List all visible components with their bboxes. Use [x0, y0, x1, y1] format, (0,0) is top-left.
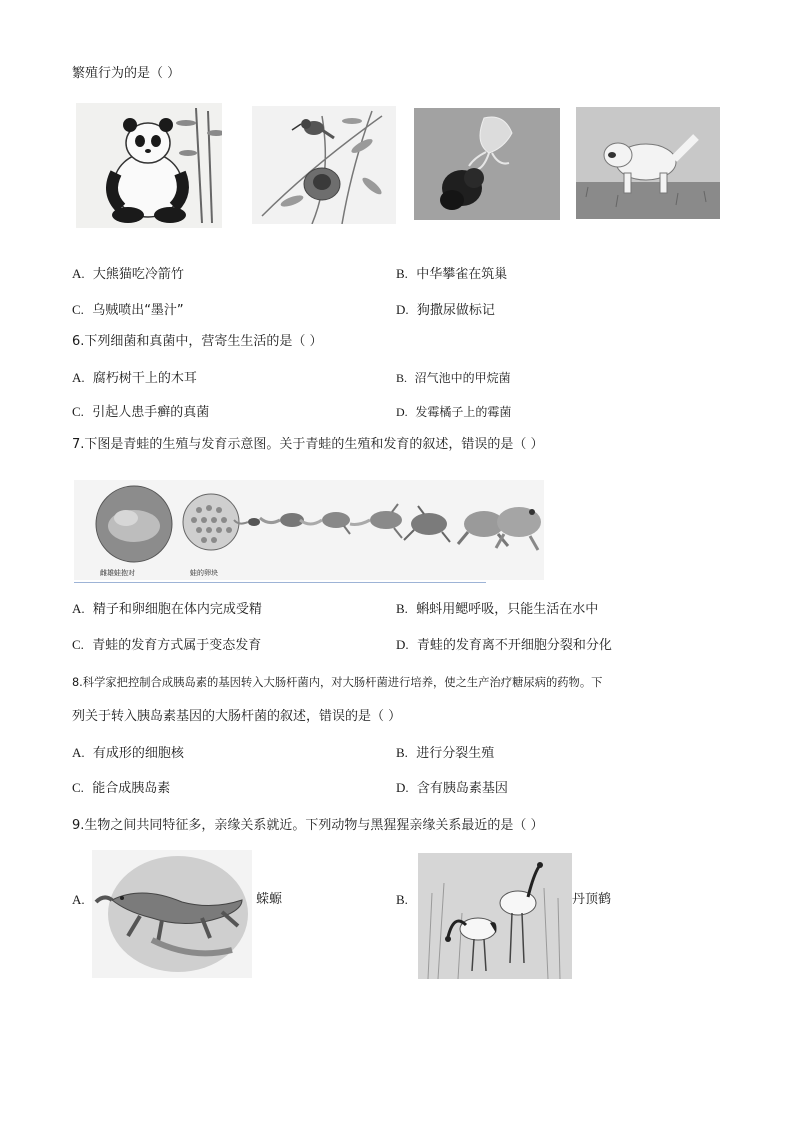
q8-option-d[interactable]	[396, 780, 508, 797]
q8-option-d-text: 含有胰岛素基因	[416, 781, 508, 796]
q7-option-c-text: 青蛙的发育方式属于变态发育	[92, 638, 262, 653]
q5-option-d-label: D.	[396, 302, 409, 317]
q6-option-b-text: 沼气池中的甲烷菌	[414, 371, 511, 385]
q8-stem-line2: 列关于转入胰岛素基因的大肠杆菌的叙述，错误的是（ ）	[72, 709, 402, 724]
q9-stem: 9.生物之间共同特征多，亲缘关系就近。下列动物与黑猩猩亲缘关系最近的是（ ）	[72, 818, 544, 833]
q7-option-b-text: 蝌蚪用鳃呼吸，只能生活在水中	[416, 602, 599, 617]
q8-option-a[interactable]	[72, 745, 184, 762]
q7-option-a-text: 精子和卵细胞在体内完成受精	[92, 602, 262, 617]
q6-option-c-text: 引起人患手癣的真菌	[92, 405, 210, 420]
q5-stem: 繁殖行为的是（ ）	[72, 66, 181, 81]
q6-option-c-label: C.	[72, 404, 84, 419]
q5-option-b[interactable]	[396, 266, 507, 283]
image-separator-line	[74, 582, 486, 583]
q7-option-c[interactable]	[72, 637, 261, 654]
q8-option-b-label: B.	[396, 745, 408, 760]
q8-option-a-label: A.	[72, 745, 85, 760]
q6-option-d-label: D.	[396, 405, 408, 419]
q9-option-b-label[interactable]: B.	[396, 892, 408, 907]
q9-option-b-text[interactable]: 丹顶鹤	[572, 892, 612, 907]
q5-option-b-text: 中华攀雀在筑巢	[416, 267, 508, 282]
q7-option-b-label: B.	[396, 601, 408, 616]
q8-option-c-text: 能合成胰岛素	[92, 781, 171, 796]
frog-caption-eggs: 蛙的卵块	[190, 569, 218, 577]
q7-option-c-label: C.	[72, 637, 84, 652]
q5-option-c-text: 乌贼喷出“墨汁”	[92, 303, 184, 318]
q5-option-a-label: A.	[72, 266, 85, 281]
q7-option-a-label: A.	[72, 601, 85, 616]
frog-caption-mating: 雌雄蛙抱对	[100, 569, 135, 577]
q9-option-a-text[interactable]: 蝾螈	[256, 892, 283, 907]
q5-option-d-text: 狗撒尿做标记	[416, 303, 495, 318]
q6-option-b-label: B.	[396, 371, 408, 385]
q5-option-d[interactable]	[396, 302, 495, 319]
q8-option-b[interactable]	[396, 745, 494, 762]
q7-option-d-text: 青蛙的发育离不开细胞分裂和分化	[416, 638, 612, 653]
q8-option-c-label: C.	[72, 780, 84, 795]
q5-option-a-text: 大熊猫吃冷箭竹	[92, 267, 184, 282]
dog-image	[576, 107, 720, 219]
q7-option-d[interactable]	[396, 637, 612, 654]
q8-option-b-text: 进行分裂生殖	[416, 746, 495, 761]
q8-option-a-text: 有成形的细胞核	[92, 746, 184, 761]
frog-lifecycle-image	[74, 480, 544, 580]
q6-option-a-text: 腐朽树干上的木耳	[92, 371, 197, 386]
q7-option-a[interactable]	[72, 601, 262, 618]
q5-option-b-label: B.	[396, 266, 408, 281]
q7-option-b[interactable]	[396, 601, 598, 618]
q6-option-b[interactable]	[396, 370, 511, 386]
q6-option-d[interactable]	[396, 404, 511, 420]
salamander-image	[92, 850, 252, 978]
q6-option-a[interactable]	[72, 370, 197, 387]
q8-option-d-label: D.	[396, 780, 409, 795]
q6-option-a-label: A.	[72, 370, 85, 385]
q6-option-d-text: 发霉橘子上的霉菌	[415, 405, 512, 419]
q7-option-d-label: D.	[396, 637, 409, 652]
squid-ink-image	[414, 108, 560, 220]
q5-option-c[interactable]	[72, 302, 184, 319]
q8-stem-line1: 8.科学家把控制合成胰岛素的基因转入大肠杆菌内，对大肠杆菌进行培养，使之生产治疗糖尿病的药物。下	[72, 676, 603, 689]
bird-nest-image	[252, 106, 396, 224]
q8-option-c[interactable]	[72, 780, 170, 797]
crane-image	[418, 853, 572, 979]
q9-option-a-label[interactable]: A.	[72, 892, 85, 907]
q5-option-a[interactable]	[72, 266, 184, 283]
q6-stem: 6.下列细菌和真菌中，营寄生生活的是（ ）	[72, 334, 323, 349]
panda-image	[76, 103, 222, 228]
q6-option-c[interactable]	[72, 404, 209, 421]
q5-option-c-label: C.	[72, 302, 84, 317]
q7-stem: 7.下图是青蛙的生殖与发育示意图。关于青蛙的生殖和发育的叙述，错误的是（ ）	[72, 437, 544, 452]
